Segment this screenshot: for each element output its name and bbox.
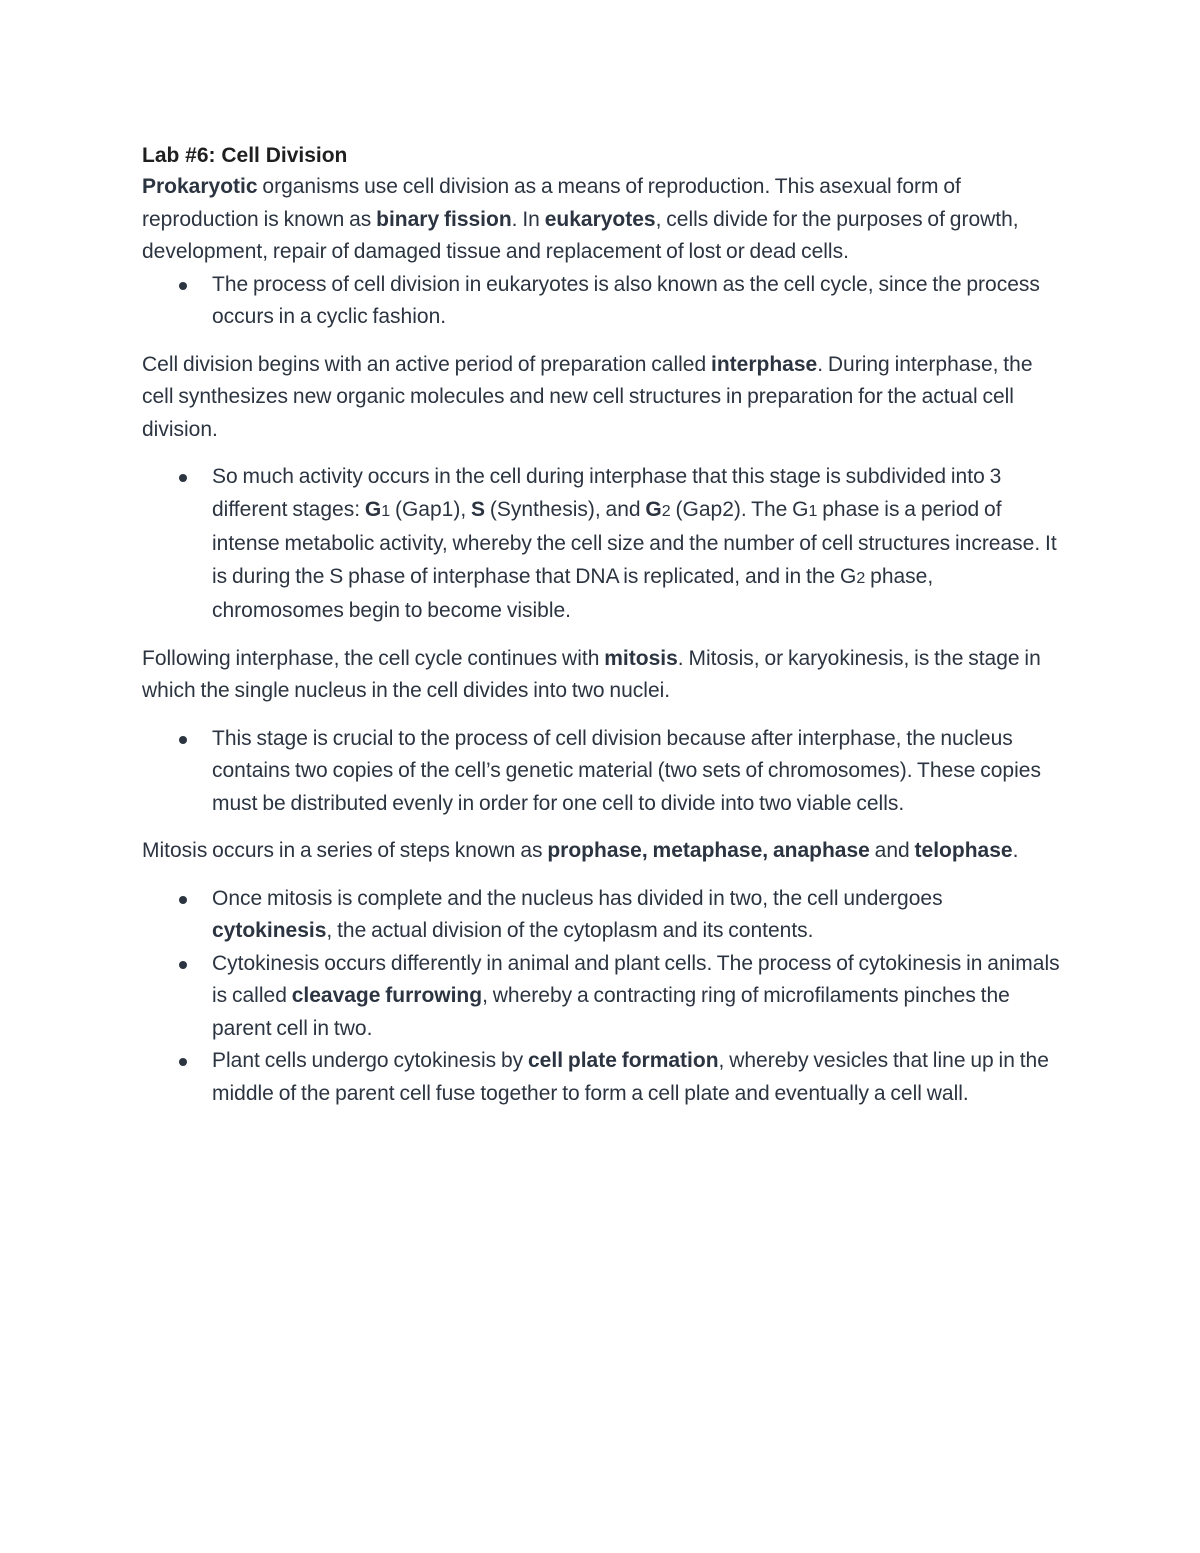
term-g: G xyxy=(364,497,382,521)
text: (Gap2). The G xyxy=(670,497,809,521)
list-item xyxy=(142,948,1062,1046)
paragraph-interphase xyxy=(142,349,1062,447)
bullet-text: This stage is crucial to the process of cell division because after interphase, the nucleus contains two copies of the cell’s genetic material (two sets of chromosomes). These copies must be distributed evenly in order for one cell to divide into two viable cells. xyxy=(212,726,1041,815)
text: Once mitosis is complete and the nucleus has divided in two, the cell undergoes xyxy=(212,886,943,910)
list-item xyxy=(142,461,1062,628)
term-telophase: telophase xyxy=(914,839,1013,862)
term-cleavage-furrowing: cleavage furrowing xyxy=(291,984,483,1007)
term-cytokinesis: cytokinesis xyxy=(212,919,327,942)
term-metaphase: metaphase xyxy=(652,839,763,862)
text: phase, chromosomes begin to become visible. xyxy=(212,564,934,622)
text: . xyxy=(1012,839,1019,862)
text: phase is a period of intense metabolic activity, whereby the cell size and the number of cell structures increase. It is during the S phase of interphase that DNA is replicated, and in the G xyxy=(212,497,1057,588)
text: and xyxy=(869,839,915,862)
text: Cytokinesis occurs differently in animal and plant cells. The process of cytokinesis in animals is called xyxy=(212,951,1060,1007)
term-prophase: prophase xyxy=(547,839,642,862)
document-page xyxy=(142,141,1062,1110)
term-s: S xyxy=(471,497,486,521)
term-anaphase: anaphase xyxy=(772,839,870,862)
text: (Gap1), xyxy=(390,497,471,521)
subscript: 1 xyxy=(808,502,818,520)
subscript: 1 xyxy=(381,502,391,520)
text: (Synthesis), and xyxy=(485,497,646,521)
text: Plant cells undergo cytokinesis by xyxy=(212,1049,528,1072)
term-prokaryotic: Prokaryotic xyxy=(142,175,258,198)
text: organisms use cell division as a means of reproduction. This asexual form of reproduction is known as xyxy=(142,175,961,231)
term-eukaryotes: eukaryotes xyxy=(544,207,656,231)
text: . Mitosis, or karyokinesis, is the stage in which the single nucleus in the cell divides into two nuclei. xyxy=(142,646,1041,702)
bullet-text: The process of cell division in eukaryotes is also known as the cell cycle, since the process occurs in a cyclic fashion. xyxy=(212,272,1040,328)
bullet-icon xyxy=(179,961,187,969)
list-item xyxy=(142,269,1062,334)
paragraph-mitosis-steps xyxy=(142,835,1062,868)
text: , the actual division of the cytoplasm and its contents. xyxy=(326,919,814,942)
term-cell-plate-formation: cell plate formation xyxy=(528,1049,719,1072)
text: Mitosis occurs in a series of steps known as xyxy=(142,839,548,862)
document-title: Lab #6: Cell Division xyxy=(142,144,348,167)
bullet-icon xyxy=(179,1058,187,1066)
paragraph-prokaryotic xyxy=(142,171,1062,269)
bullet-icon xyxy=(179,474,187,482)
bullet-list-1 xyxy=(142,269,1062,334)
text: So much activity occurs in the cell during interphase that this stage is subdivided into 3 different stages: xyxy=(212,465,1002,521)
text: Cell division begins with an active period of preparation called xyxy=(142,352,711,376)
list-item xyxy=(142,883,1062,948)
paragraph-mitosis xyxy=(142,643,1062,708)
subscript: 2 xyxy=(661,502,671,520)
bullet-icon xyxy=(179,736,187,744)
bullet-list-2 xyxy=(142,461,1062,628)
bullet-list-3 xyxy=(142,723,1062,821)
text: , whereby a contracting ring of microfilaments pinches the parent cell in two. xyxy=(212,984,1010,1040)
term-interphase: interphase xyxy=(711,352,818,376)
term-g: G xyxy=(645,497,662,521)
term-mitosis: mitosis xyxy=(604,646,678,670)
comma: , xyxy=(762,839,773,862)
text: . In xyxy=(511,207,545,231)
bullet-list-4 xyxy=(142,883,1062,1111)
text: , whereby vesicles that line up in the middle of the parent cell fuse together to form a cell plate and eventually a cell wall. xyxy=(212,1049,1049,1105)
subscript: 2 xyxy=(856,569,866,587)
text: Following interphase, the cell cycle continues with xyxy=(142,646,605,670)
list-item xyxy=(142,723,1062,821)
text: . During interphase, the cell synthesizes new organic molecules and new cell structures in preparation for the actual cell division. xyxy=(142,352,1033,441)
bullet-icon xyxy=(179,896,187,904)
comma: , xyxy=(641,839,653,862)
text: , cells divide for the purposes of growth, development, repair of damaged tissue and replacement of lost or dead cells. xyxy=(142,207,1019,263)
list-item xyxy=(142,1045,1062,1110)
term-binary-fission: binary fission xyxy=(376,207,512,231)
bullet-icon xyxy=(179,282,187,290)
